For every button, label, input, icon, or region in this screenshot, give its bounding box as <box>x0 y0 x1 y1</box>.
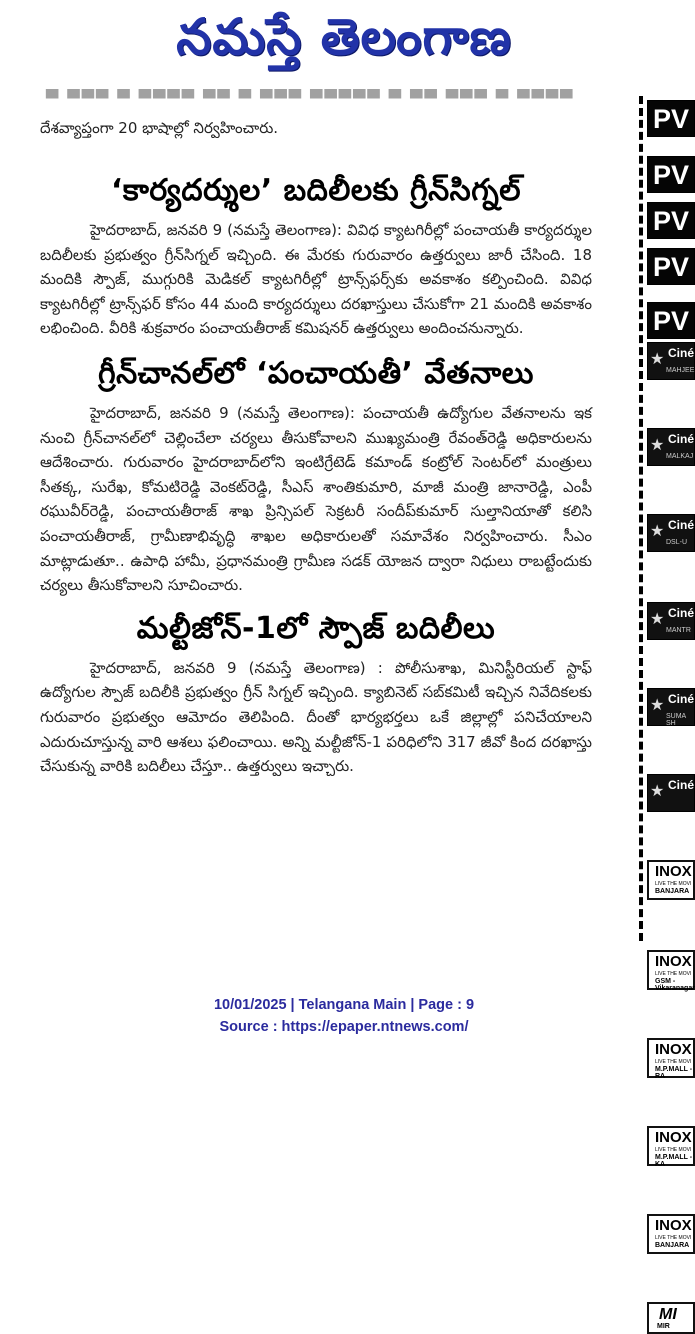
cinepolis-ad-5 <box>647 688 695 726</box>
cinepolis-logo: Ciné <box>668 692 695 706</box>
article-1-body: హైదరాబాద్, జనవరి 9 (నమస్తే తెలంగాణ): వివిధ క్యాటగిరీల్లో పంచాయతీ కార్యదర్శుల బదిలీలకు ప్రభుత్వం గ్రీన్‌సిగ్నల్ ఇచ్చింది. ఈ మేరకు గురువారం ఉత్తర్వులు జారీ చేసింది. 18 మందికి స్పౌజ్, ముగ్గురికి మెడికల్ క్యాటగిరీల్లో ట్రాన్స్‌ఫర్స్‌కు అవకాశం కల్పించింది. వివిధ క్యాటగిరీల్లో ట్రాన్స్‌ఫర్ కోసం 44 మంది కార్యదర్శులు దరఖాస్తులు చేసుకోగా 21 మందికి అవకాశం లభించింది. వీరికి శుక్రవారం పంచాయతీరాజ్ కమిషనర్ ఉత్తర్వులు అందించనున్నారు. <box>40 221 592 338</box>
article-3-headline: మల్టీజోన్-1లో స్పౌజ్ బదిలీలు <box>136 610 496 646</box>
inox-tagline: LIVE THE MOVI <box>655 971 692 977</box>
inox-logo: INOX <box>655 1041 692 1058</box>
star-icon: ★ <box>650 783 665 800</box>
pvr-logo: PV <box>653 252 690 282</box>
pvr-logo: PV <box>653 104 690 134</box>
cinepolis-logo: Ciné <box>668 518 695 532</box>
cinepolis-ad-3 <box>647 514 695 552</box>
article-2-headline: గ్రీన్‌చానల్‌లో ‘పంచాయతీ’ వేతనాలు <box>98 355 534 391</box>
inox-logo: INOX <box>655 953 692 970</box>
footer-source: Source : https://epaper.ntnews.com/ <box>219 1019 469 1035</box>
star-icon: ★ <box>650 437 665 454</box>
inox-ad-4 <box>647 1126 695 1166</box>
cinepolis-location: MAHJEE <box>666 367 695 374</box>
cinepolis-ad-1 <box>647 342 695 380</box>
cinepolis-ad-6 <box>647 774 695 812</box>
inox-tagline: LIVE THE MOVI <box>655 1235 692 1241</box>
pvr-ad-2 <box>647 156 695 193</box>
cinepolis-ad-4 <box>647 602 695 640</box>
pvr-ad-3 <box>647 202 695 239</box>
cinepolis-logo: Ciné <box>668 432 695 446</box>
cinepolis-logo: Ciné <box>668 346 695 360</box>
pvr-ad-1 <box>647 100 695 137</box>
inox-tagline: LIVE THE MOVI <box>655 1147 692 1153</box>
star-icon: ★ <box>650 697 665 714</box>
cinepolis-ad-2 <box>647 428 695 466</box>
inox-logo: INOX <box>655 863 692 880</box>
inox-logo: INOX <box>655 1217 692 1234</box>
article-1-headline: ‘కార్యదర్శుల’ బదిలీలకు గ్రీన్‌సిగ్నల్ <box>110 173 522 208</box>
pvr-ad-4 <box>647 248 695 285</box>
cinepolis-logo: Ciné <box>668 606 695 620</box>
adjacent-ad-column <box>639 96 695 1330</box>
inox-ad-2 <box>647 950 695 990</box>
footer-edition-info: 10/01/2025 | Telangana Main | Page : 9 <box>213 997 475 1013</box>
inox-ad-5 <box>647 1214 695 1254</box>
pvr-logo: PV <box>653 206 690 236</box>
mirage-ad <box>647 1302 695 1334</box>
article-3-body: హైదరాబాద్, జనవరి 9 (నమస్తే తెలంగాణ) : పోలీసుశాఖ, మినిస్టీరియల్ స్టాఫ్ ఉద్యోగుల స్పౌజ్ బదిలీకి ప్రభుత్వం గ్రీన్ సిగ్నల్ ఇచ్చింది. క్యాబినెట్ సబ్‌కమిటీ ఇచ్చిన నివేదికలకు గురువారం ప్రభుత్వం ఆమోదం తెలిపింది. దీంతో భార్యభర్తలు ఒకే జిల్లాల్లో పనిచేయాలని ఎదురుచూస్తున్న వారి ఆశలు ఫలించాయి. అన్ని మల్టీజోన్-1 పరిధిలోని 317 జీవో కింద దరఖాస్తు చేసుకున్న వారికి బదిలీలు చేస్తూ.. ఉత్తర్వులు ఇచ్చారు. <box>40 658 592 776</box>
inox-location: GSM - Vikaranagar <box>655 978 695 992</box>
previous-article-tail: దేశవ్యాప్తంగా 20 భాషాల్లో నిర్వహించారు. <box>40 119 279 137</box>
inox-location: M.P.MALL - KA <box>655 1154 693 1168</box>
torn-top-edge: ▀ ▀▀▀ ▀ ▀▀▀▀ ▀▀ ▀ ▀▀▀ ▀▀▀▀▀ ▀ ▀▀ ▀▀▀ ▀ ▀▀▀▀ <box>46 89 575 108</box>
cinepolis-location: MALKAJ <box>666 453 694 460</box>
pvr-logo: PV <box>653 160 690 190</box>
masthead-title: నమస్తే తెలంగాణ <box>176 8 512 66</box>
inox-tagline: LIVE THE MOVI <box>655 1059 692 1065</box>
cinepolis-location: MANTR <box>666 627 691 634</box>
star-icon: ★ <box>650 611 665 628</box>
inox-tagline: LIVE THE MOVI <box>655 881 692 887</box>
article-2-body: హైదరాబాద్, జనవరి 9 (నమస్తే తెలంగాణ): పంచాయతీ ఉద్యోగుల వేతనాలను ఇక నుంచి గ్రీన్‌చానల్‌లో చెల్లించేలా చర్యలు తీసుకోవాలని ముఖ్యమంత్రి రేవంత్‌రెడ్డి అధికారులను ఆదేశించారు. గురువారం హైదరాబాద్‌లోని ఇంటిగ్రేటెడ్ కమాండ్ కంట్రోల్ సెంటర్‌లో మంత్రులు సీతక్క, సురేఖ, కోమటిరెడ్డి వెంకట్‌రెడ్డి, సీఎస్ శాంతికుమారి, మాజీ మంత్రి జానారెడ్డి, ఎంపీ రఘువీర్‌రెడ్డి, పంచాయతీరాజ్ శాఖ ప్రిన్సిపల్ సెక్రటరీ సందీప్‌కుమార్ సుల్తానియాతో కలిసి పంచాయతీరాజ్, గ్రామీణాభివృద్ధి శాఖల అధికారులతో సమావేశం నిర్వహించారు. సీఎం మాట్లాడుతూ.. ఉపాధి హామీ, ప్రధానమంత్రి గ్రామీణ సడక్ యోజన ద్వారా నిధులు రాబట్టేందుకు చర్యలు తీసుకోవాలని సూచించారు. <box>40 403 592 595</box>
inox-ad-1 <box>647 860 695 900</box>
mirage-logo: MI <box>659 1306 677 1323</box>
inox-location: BANJARA <box>655 888 690 895</box>
star-icon: ★ <box>650 351 665 368</box>
pvr-logo: PV <box>653 306 690 336</box>
cinepolis-logo: Ciné <box>668 778 695 792</box>
inox-ad-3 <box>647 1038 695 1078</box>
newspaper-masthead <box>0 0 688 82</box>
article-clipping <box>40 89 592 944</box>
cinepolis-location: DSL-U <box>666 539 688 546</box>
mirage-brand: MIR <box>657 1323 670 1330</box>
inox-location: BANJARA <box>655 1242 690 1249</box>
inox-logo: INOX <box>655 1129 692 1146</box>
star-icon: ★ <box>650 523 665 540</box>
cinepolis-location: SUMA SH <box>666 713 686 727</box>
pvr-ad-5 <box>647 302 695 339</box>
inox-location: M.P.MALL - RA <box>655 1066 693 1080</box>
